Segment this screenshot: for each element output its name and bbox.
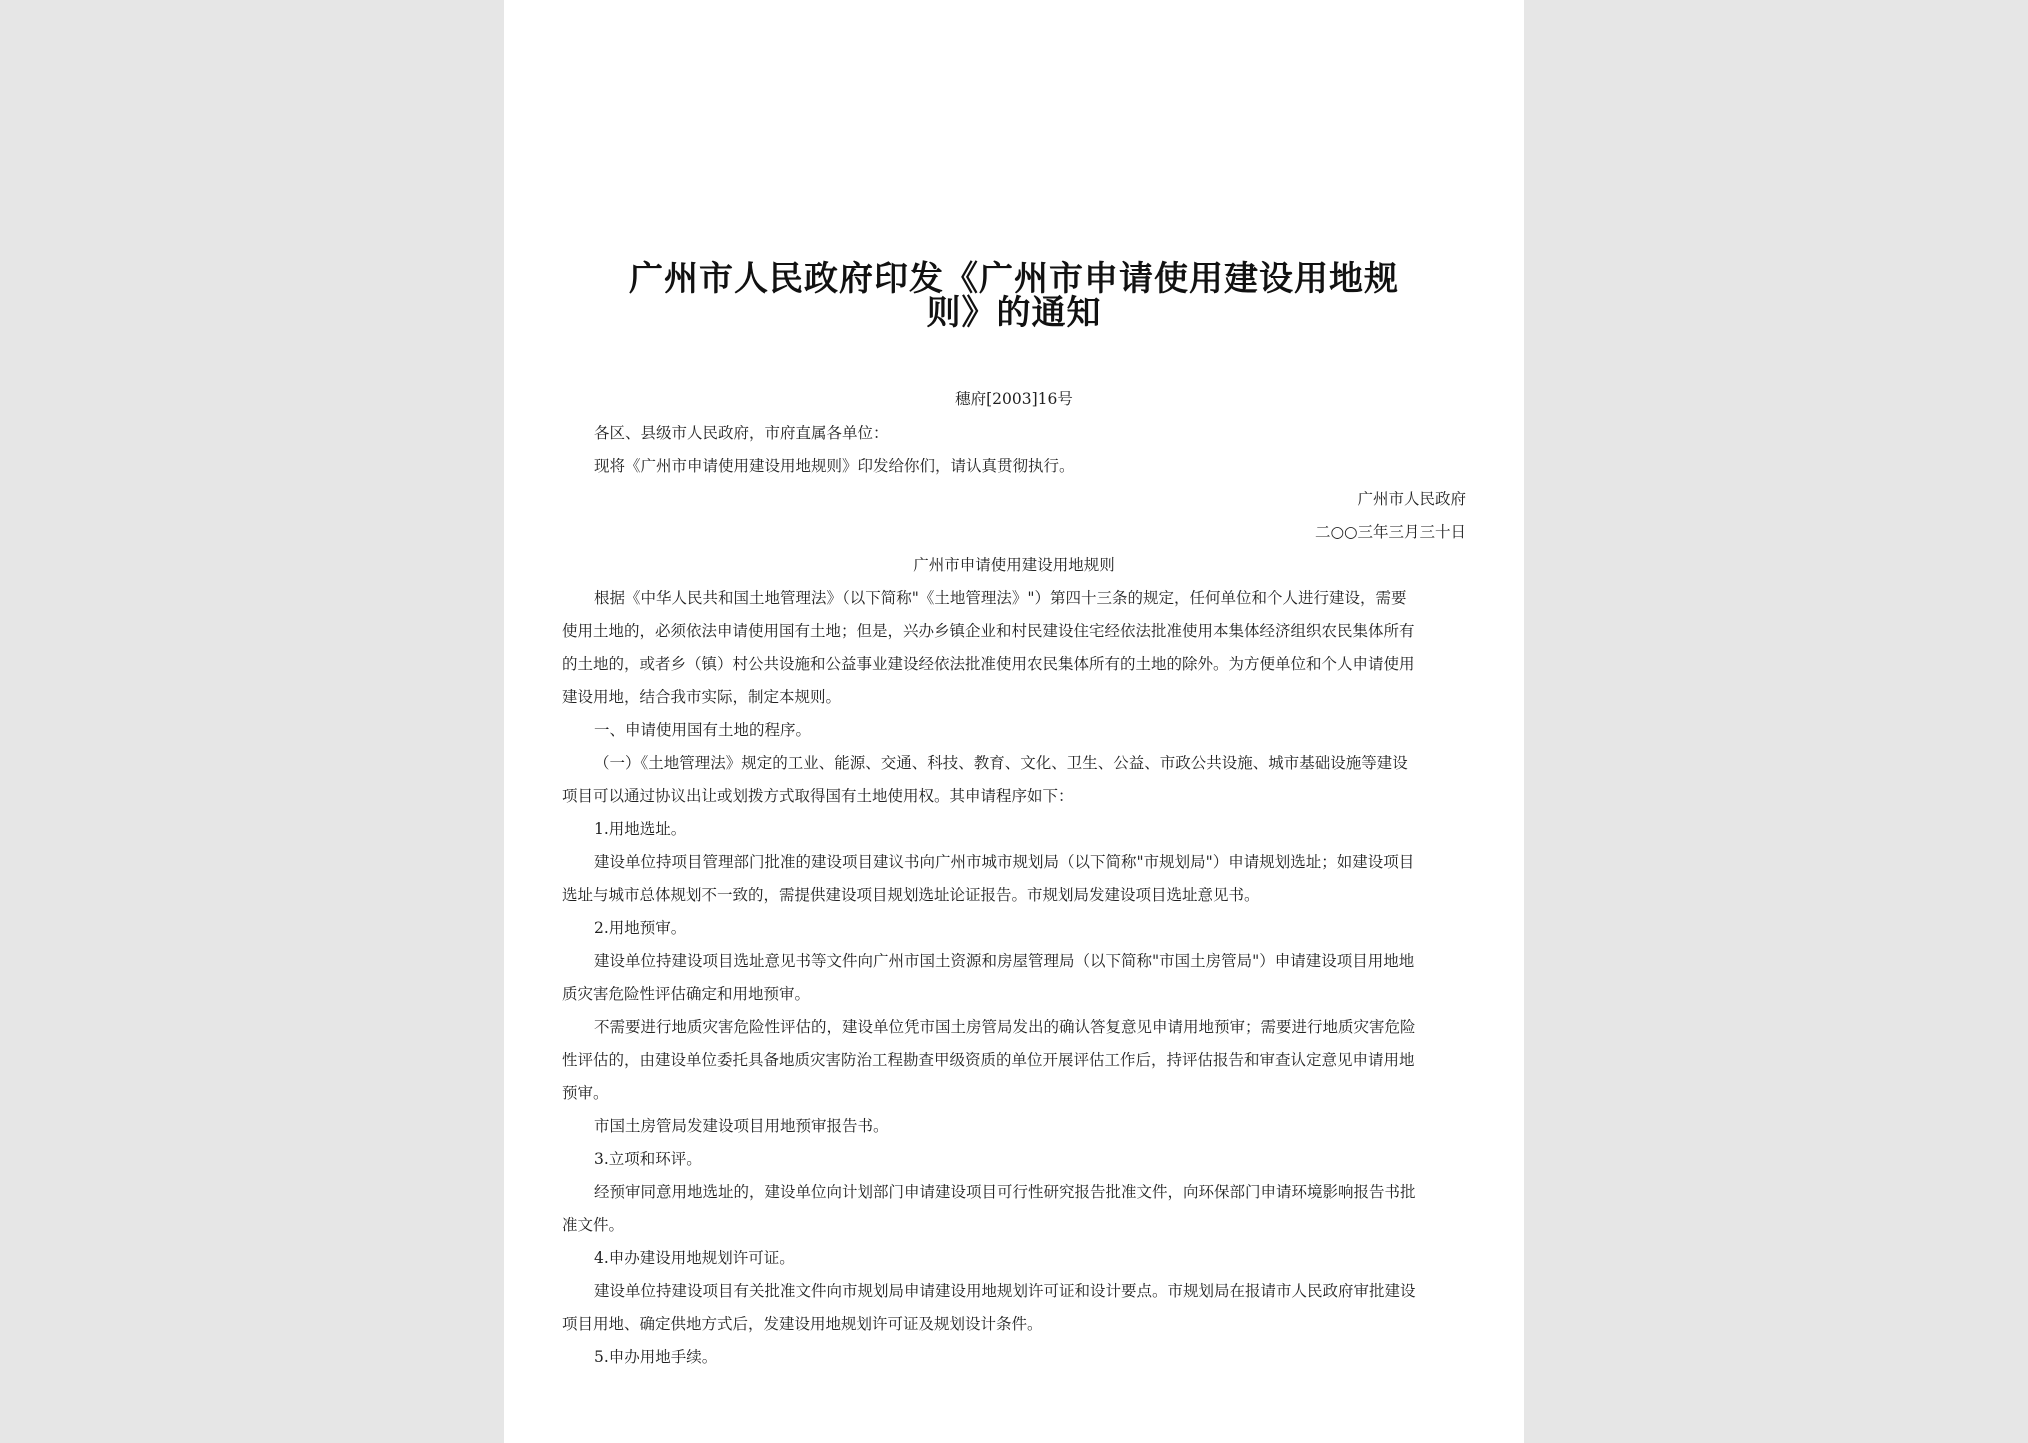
body-line: 市国土房管局发建设项目用地预审报告书。 <box>594 1117 889 1135</box>
body-line: （一）《土地管理法》规定的工业、能源、交通、科技、教育、文化、卫生、公益、市政公共设施、城市基础设施等建设 <box>594 754 1408 772</box>
document-number: 穗府[2003]16号 <box>955 390 1073 408</box>
body-line: 项目用地、确定供地方式后，发建设用地规划许可证及规划设计条件。 <box>562 1315 1043 1333</box>
body-line: 项目可以通过协议出让或划拨方式取得国有土地使用权。其申请程序如下： <box>562 787 1074 805</box>
step-heading: 2.用地预审。 <box>594 919 687 937</box>
document-page <box>504 0 1524 1443</box>
body-line: 建设单位持建设项目有关批准文件向市规划局申请建设用地规划许可证和设计要点。市规划局在报请市人民政府审批建设 <box>594 1282 1416 1300</box>
intro-paragraph: 现将《广州市申请使用建设用地规则》印发给你们，请认真贯彻执行。 <box>594 457 1075 475</box>
body-line: 准文件。 <box>562 1216 625 1234</box>
body-line: 的土地的，或者乡（镇）村公共设施和公益事业建设经依法批准使用农民集体所有的土地的除外。为方便单位和个人申请使用 <box>562 655 1415 673</box>
body-line: 建设单位持建设项目选址意见书等文件向广州市国土资源和房屋管理局（以下简称"市国土房管局"）申请建设项目用地地 <box>594 952 1415 970</box>
step-heading: 4.申办建设用地规划许可证。 <box>594 1249 795 1267</box>
body-line: 根据《中华人民共和国土地管理法》（以下简称"《土地管理法》"）第四十三条的规定，任何单位和个人进行建设，需要 <box>594 589 1407 607</box>
body-line: 经预审同意用地选址的，建设单位向计划部门申请建设项目可行性研究报告批准文件，向环保部门申请环境影响报告书批 <box>594 1183 1416 1201</box>
body-line: 不需要进行地质灾害危险性评估的，建设单位凭市国土房管局发出的确认答复意见申请用地预审；需要进行地质灾害危险 <box>594 1018 1416 1036</box>
signature-org: 广州市人民政府 <box>1357 490 1466 508</box>
section-heading: 一、申请使用国有土地的程序。 <box>594 721 812 739</box>
body-line: 性评估的，由建设单位委托具备地质灾害防治工程勘查甲级资质的单位开展评估工作后，持评估报告和审查认定意见申请用地 <box>562 1051 1415 1069</box>
recipients: 各区、县级市人民政府，市府直属各单位： <box>594 424 889 442</box>
title-line-1: 广州市人民政府印发《广州市申请使用建设用地规 <box>629 259 1399 299</box>
title-line-2: 则》的通知 <box>926 293 1102 333</box>
step-heading: 3.立项和环评。 <box>594 1150 702 1168</box>
body-line: 选址与城市总体规划不一致的，需提供建设项目规划选址论证报告。市规划局发建设项目选址意见书。 <box>562 886 1260 904</box>
rules-title: 广州市申请使用建设用地规则 <box>913 556 1115 574</box>
body-line: 质灾害危险性评估确定和用地预审。 <box>562 985 811 1003</box>
body-line: 使用土地的，必须依法申请使用国有土地；但是，兴办乡镇企业和村民建设住宅经依法批准使用本集体经济组织农民集体所有 <box>562 622 1415 640</box>
document-title <box>604 259 1424 333</box>
body-line: 预审。 <box>562 1084 609 1102</box>
step-heading: 5.申办用地手续。 <box>594 1348 718 1366</box>
body-line: 建设单位持项目管理部门批准的建设项目建议书向广州市城市规划局（以下简称"市规划局"）申请规划选址；如建设项目 <box>594 853 1415 871</box>
body-line: 建设用地，结合我市实际，制定本规则。 <box>562 688 842 706</box>
step-heading: 1.用地选址。 <box>594 820 687 838</box>
signature-date: 二○○三年三月三十日 <box>1314 523 1466 541</box>
